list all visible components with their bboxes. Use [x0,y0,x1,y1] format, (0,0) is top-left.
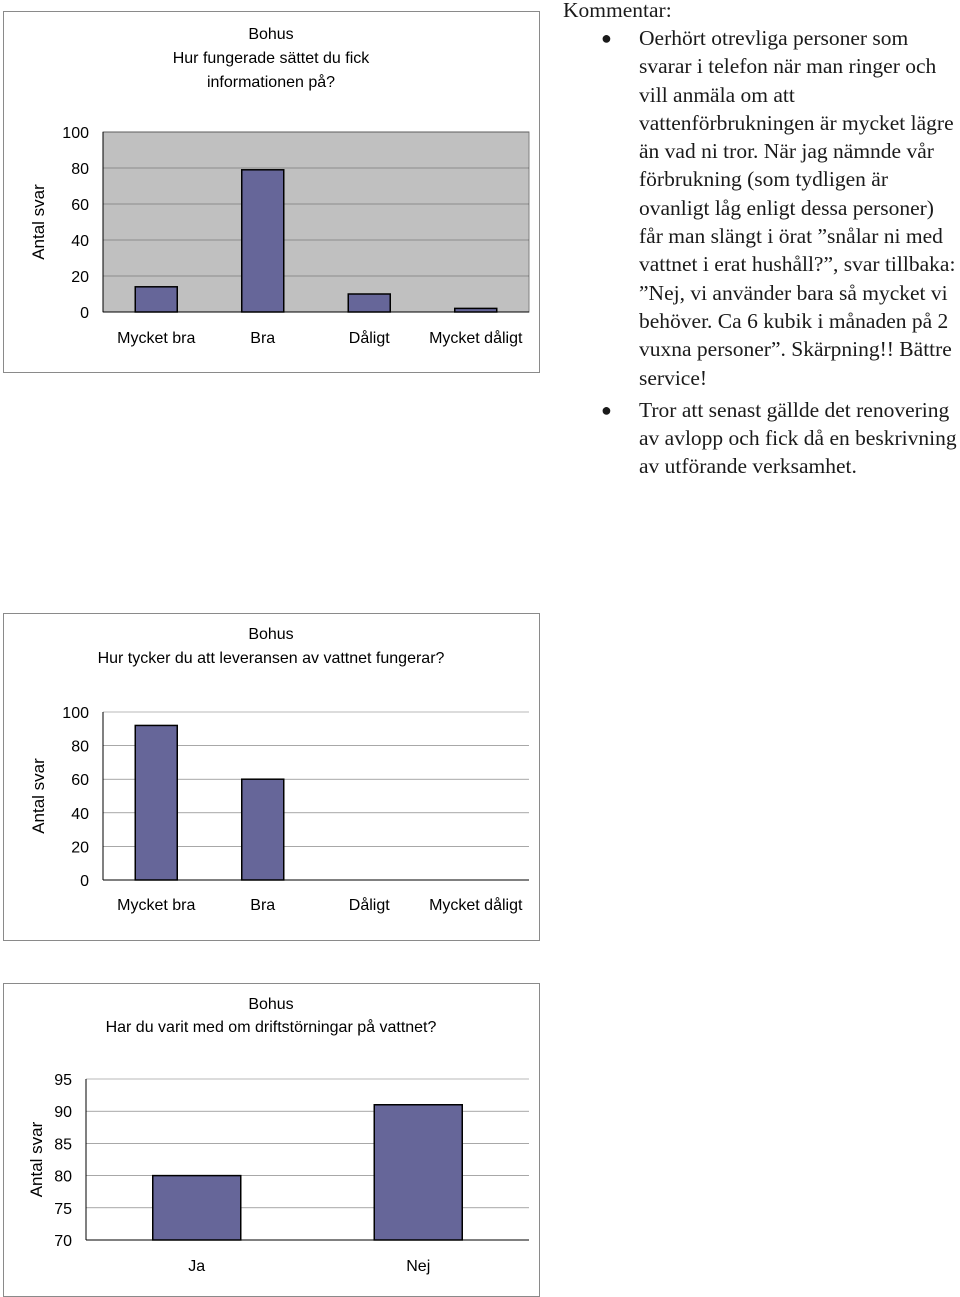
y-tick-label: 20 [71,839,89,857]
y-tick-label: 95 [54,1072,72,1089]
bar [135,725,177,880]
comment-item [563,396,960,481]
bar [153,1176,241,1240]
chart-title-line: Bohus [248,996,294,1013]
x-category-label: Bra [250,330,276,347]
chart-title-line: Hur fungerade sättet du fick [172,50,370,67]
bar [242,170,284,312]
chart-information-svg [4,12,539,372]
bar [455,308,497,312]
x-category-label: Mycket dåligt [429,330,523,347]
bullet-icon: ● [601,28,612,48]
chart-title-line: Bohus [248,626,294,643]
chart-title-line: Har du varit med om driftstörningar på vattnet? [105,1019,437,1036]
bullet-icon: ● [601,399,612,420]
x-category-label: Bra [250,897,276,914]
y-tick-label: 85 [54,1136,72,1154]
bar [348,294,390,312]
chart-disruptions [3,983,540,1297]
y-tick-label: 75 [54,1200,72,1218]
x-category-label: Dåligt [348,330,390,347]
chart-disruptions-svg [4,984,539,1296]
y-tick-label: 80 [71,738,89,756]
y-tick-label: 100 [62,125,89,142]
y-tick-label: 90 [54,1104,72,1122]
y-tick-label: 40 [71,805,89,823]
comment-item [563,24,960,392]
y-tick-label: 0 [80,873,89,890]
plot-area [103,132,529,312]
bar [374,1105,462,1240]
y-tick-label: 40 [71,233,89,250]
chart-title-line: Bohus [248,26,294,43]
x-category-label: Mycket dåligt [429,897,523,914]
y-axis-label: Antal svar [27,1121,46,1198]
y-axis-label: Antal svar [29,184,48,260]
comment-list [563,24,960,481]
chart-title-line: informationen på? [206,74,336,91]
bar [242,779,284,880]
y-tick-label: 0 [80,305,89,322]
comment-text: Tror att senast gällde det renovering av avlopp och fick då en beskrivning av utförande verksamhet. [639,397,957,479]
y-tick-label: 70 [54,1233,72,1250]
y-axis-label: Antal svar [29,758,48,834]
comment-text: Oerhört otrevliga personer som svarar i telefon när man ringer och vill anmäla om att vattenförbrukningen är mycket lägre än vad ni tror. När jag nämnde vår förbrukning (som tydligen är ovanligt låg enligt dessa personer) får man slängt i örat ”snålar ni med vattnet i erat hushåll?”, svar tillbaka: ”Nej, vi använder bara så mycket vi behöver. Ca 6 kubik i månaden på 2 vuxna personer”. Skärpning!! Bättre service! [639,26,956,390]
comment-section [563,0,960,481]
y-tick-label: 80 [54,1168,72,1186]
y-tick-label: 60 [71,772,89,790]
chart-delivery [3,613,540,941]
y-tick-label: 80 [71,161,89,178]
chart-information [3,11,540,373]
x-category-label: Dåligt [348,897,390,914]
comment-heading: Kommentar: [563,0,672,22]
x-category-label: Nej [406,1258,431,1275]
x-category-label: Mycket bra [117,897,196,914]
bar [135,287,177,312]
y-tick-label: 100 [62,705,89,722]
y-tick-label: 60 [71,197,89,214]
y-tick-label: 20 [71,269,89,286]
x-category-label: Mycket bra [117,330,196,347]
x-category-label: Ja [188,1258,206,1275]
chart-delivery-svg [4,614,539,940]
chart-title-line: Hur tycker du att leveransen av vattnet fungerar? [97,650,445,667]
